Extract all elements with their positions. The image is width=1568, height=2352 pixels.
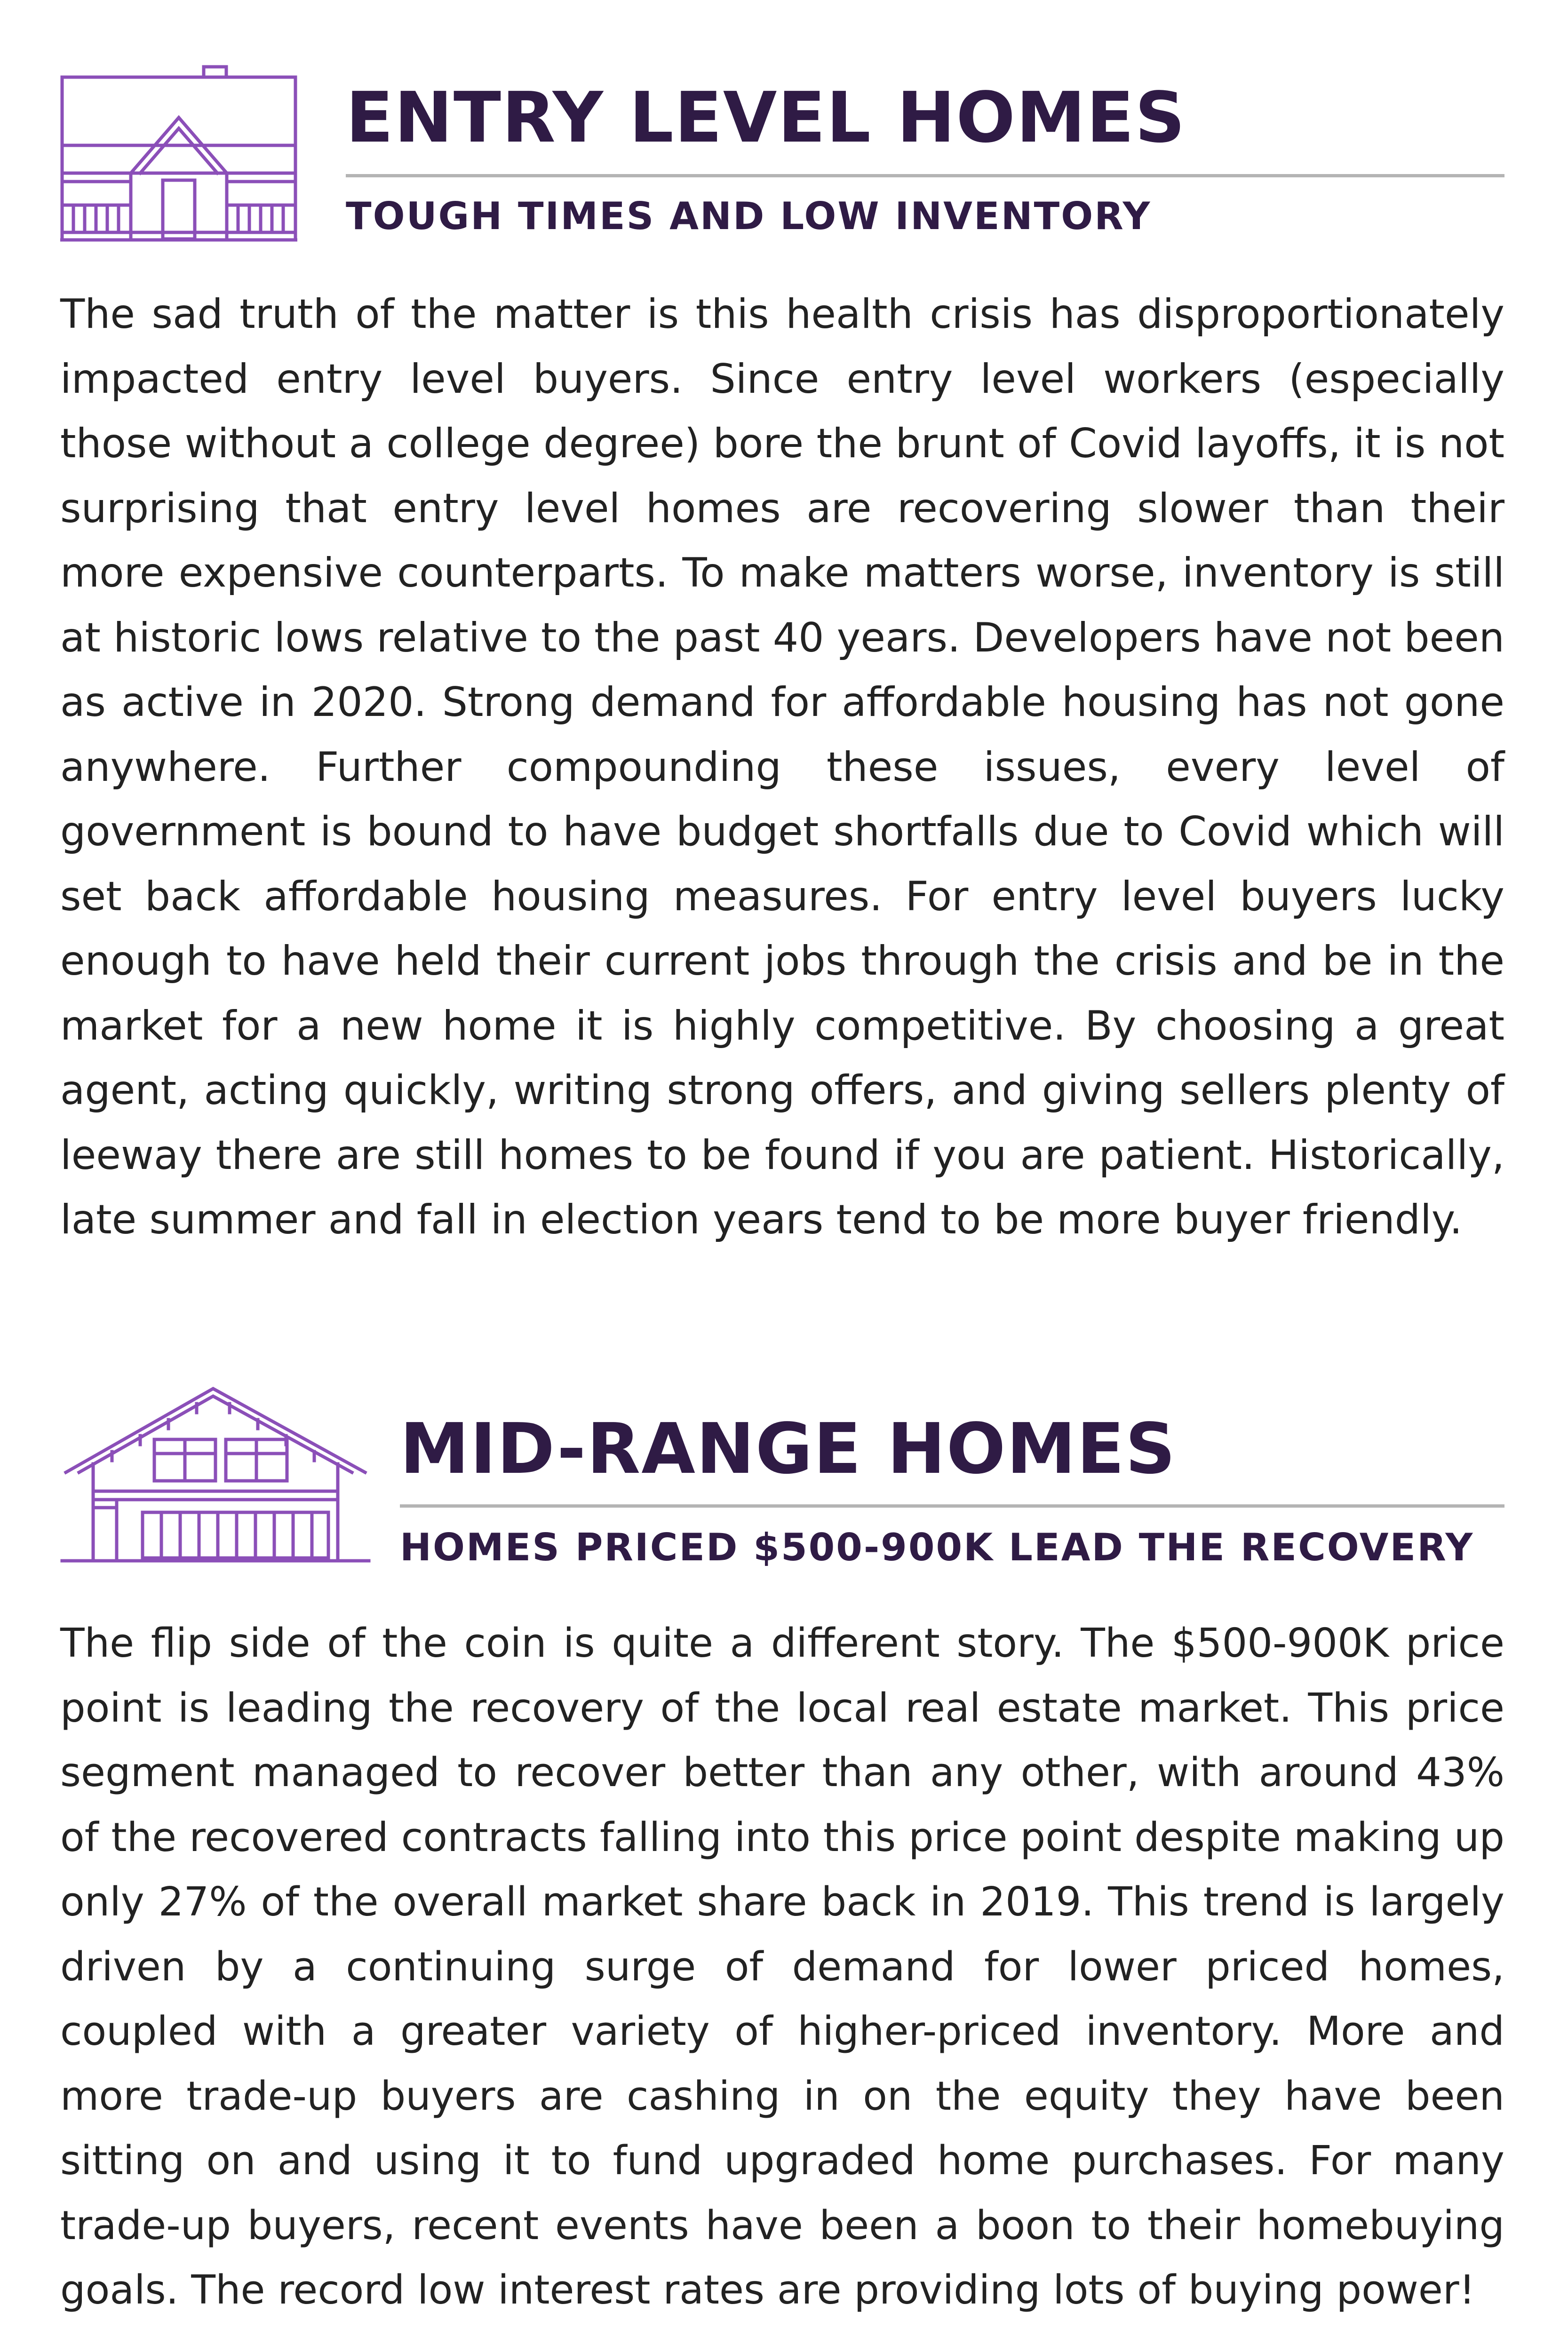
section-subheading: HOMES PRICED $500-900K LEAD THE RECOVERY	[400, 1526, 1474, 1569]
house-cottage-icon	[60, 65, 297, 243]
section-body: The flip side of the coin is quite a different story. The $500-900K price point is leading the recovery of the local real estate market. This price segment managed to recover better than any other, with around 43% of the recovered contracts falling into this price point despite making up only 27% of the overall market share back in 2019. This trend is largely driven by a continuing surge of demand for lower priced homes, coupled with a greater variety of higher-priced inventory. More and more trade-up buyers are cashing in on the equity they have been sitting on and using it to fund upgraded home purchases. For many trade-up buyers, recent events have been a boon to their homebuying goals. The record low interest rates are providing lots of buying power!	[60, 1620, 1504, 2313]
heading-divider	[346, 174, 1504, 177]
section-body: The sad truth of the matter is this health crisis has disproportionately impacted entry level buyers. Since entry level workers (especially those without a college degree) bore the brunt of Covid layoffs, it is not surprising that entry level homes are recovering slower than their more expensive counterparts. To make matters worse, inventory is still at historic lows relative to the past 40 years. Developers have not been as active in 2020. Strong demand for affordable housing has not gone anywhere. Further compounding these issues, every level of government is bound to have budget shortfalls due to Covid which will set back affordable housing measures. For entry level buyers lucky enough to have held their current jobs through the crisis and be in the market for a new home it is highly competitive. By choosing a great agent, acting quickly, writing strong offers, and giving sellers plenty of leeway there are still homes to be found if you are patient. Historically, late summer and fall in election years tend to be more buyer friendly.	[60, 291, 1504, 1243]
section-heading: MID-RANGE HOMES	[400, 1408, 1177, 1489]
house-craftsman-icon	[60, 1383, 371, 1564]
section-subheading: TOUGH TIMES AND LOW INVENTORY	[346, 194, 1152, 238]
section-heading: ENTRY LEVEL HOMES	[346, 77, 1186, 158]
heading-divider	[400, 1504, 1504, 1508]
